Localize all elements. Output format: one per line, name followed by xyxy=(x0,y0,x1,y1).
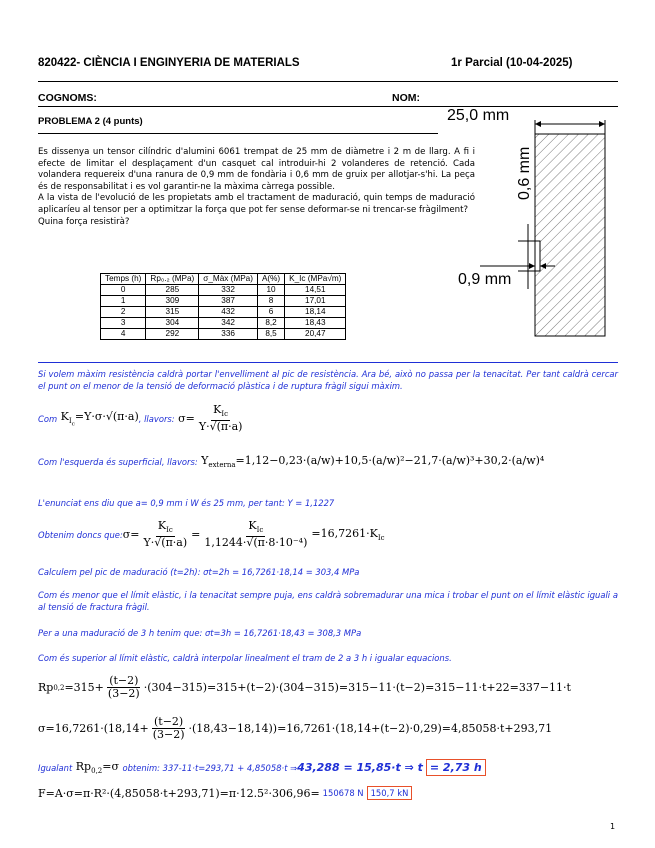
eq-y: Com l'esquerda és superficial, llavors: $Y_{externa}=1,12-0,23\cdot(a/w)+10,5\cdot(a/w)^2-21,7\cdot(a/w)^3+30,2\cdot(a/w)^4$ xyxy=(38,454,545,470)
solution-overage: Com és menor que el límit elàstic, i la tenacitat sempre puja, ens caldrà sobremadurar una mica i trobar el punt on el límit elàstic iguali a al tensió de fractura fràgil. xyxy=(38,590,618,612)
frac-den: (3−2) xyxy=(152,728,185,741)
table-header-row xyxy=(101,274,346,285)
cell: 18,43 xyxy=(285,318,346,329)
cell: 336 xyxy=(199,329,258,340)
eq-label: , llavors: xyxy=(138,413,175,424)
cell: 8 xyxy=(257,296,284,307)
solution-y-value: L'enunciat ens diu que a= 0,9 mm i W és 25 mm, per tant: Y = 1,1227 xyxy=(38,498,335,508)
course-title: 820422- CIÈNCIA I ENGINYERIA DE MATERIALS xyxy=(38,57,300,69)
eq-rp: Rp 0,2 =315+ $\frac{(t-2)}{(3-2)}$ ·(304−315)=315+(t−2)·(304−315)=315−11·(t−2)=315−11·t+22=337−11·t xyxy=(38,674,571,700)
cell: 8,5 xyxy=(257,329,284,340)
table-row xyxy=(101,296,346,307)
col-header: σ_Màx (MPa) xyxy=(199,274,258,285)
arrow-icon xyxy=(535,121,541,127)
cell: 285 xyxy=(146,285,199,296)
eq-label: Com l'esquerda és superficial, llavors: xyxy=(38,456,198,467)
eq-equate: Igualant $Rp_{0,2}=\sigma$ obtenim: 337-11·t=293,71 + 4,85058·t ⇒ 43,288 = 15,85·t ⇒ t = 2,73 h xyxy=(38,759,486,776)
force-newtons: 150678 N xyxy=(322,788,364,798)
eq-kic: Com $K_{I_c}=Y\cdot\sigma\cdot√(\pi\cdot a)$ , llavors: σ= $\frac{K_{Ic}}{Y\cdot√(\pi\cdot a)}$ xyxy=(38,403,243,434)
cell: 6 xyxy=(257,307,284,318)
arrow-icon xyxy=(599,121,605,127)
diameter-label: 25,0 mm xyxy=(447,107,510,124)
cell: 304 xyxy=(146,318,199,329)
frac-num: (t−2) xyxy=(109,674,139,687)
statement-p1: Es dissenya un tensor cilíndric d'alumini 6061 trempat de 25 mm de diàmetre i 2 m de llarg. A fi i efecte de limitar el desplaçament d'un casquet cal introduir-hi 2 volanderes de retenció. Cada volandera requereix d'una ranura de 0,9 mm de fondària i 0,6 mm de gruix per allotjar-s'hi. La peça és de responsabilitat i es vol garantir-ne la màxima càrrega possible. xyxy=(38,147,475,192)
groove-slot xyxy=(535,241,540,271)
cell: 315 xyxy=(146,307,199,318)
col-header: K_Ic (MPa√m) xyxy=(285,274,346,285)
cell: 2 xyxy=(101,307,146,318)
cell: 432 xyxy=(199,307,258,318)
eq-text: σ=16,7261·(18,14+ xyxy=(38,722,149,735)
eq-label: obtenim: 337-11·t=293,71 + 4,85058·t ⇒ xyxy=(122,762,298,773)
groove-diagram xyxy=(440,104,620,344)
frac-den: (3−2) xyxy=(107,687,140,700)
cell: 0 xyxy=(101,285,146,296)
col-header: Rp₀.₂ (MPa) xyxy=(146,274,199,285)
eq-text: ·(304−315)=315+(t−2)·(304−315)=315−11·(t−2)=315−11·t+22=337−11·t xyxy=(143,681,571,694)
table-row xyxy=(101,318,346,329)
eq-text: ·(18,43−18,14))=16,7261·(18,14+(t−2)·0,29)=4,85058·t+293,71 xyxy=(188,722,553,735)
cell: 20,47 xyxy=(285,329,346,340)
col-header: A(%) xyxy=(257,274,284,285)
eq-force xyxy=(38,786,412,800)
eq-text: Rp xyxy=(38,681,54,694)
exam-date: 1r Parcial (10-04-2025) xyxy=(451,57,573,69)
statement-p3: Quina força resistirà? xyxy=(38,216,130,227)
arrow-icon xyxy=(529,263,535,269)
cell: 342 xyxy=(199,318,258,329)
cell: 4 xyxy=(101,329,146,340)
table-row xyxy=(101,307,346,318)
thickness-label: 0,6 mm xyxy=(516,146,533,200)
force-result-box: 150,7 kN xyxy=(367,786,413,800)
eq-sigma-t xyxy=(38,716,552,741)
cell: 332 xyxy=(199,285,258,296)
eq-label: Igualant xyxy=(38,762,73,773)
eq-text: F=A·σ=π·R²·(4,85058·t+293,71)=π·12.5²·306,96= xyxy=(38,786,320,800)
eq-label: Com xyxy=(38,413,58,424)
table-row xyxy=(101,285,346,296)
header-divider xyxy=(38,81,618,82)
solution-intro: Si volem màxim resistència caldrà portar l'envelliment al pic de resistència. Ara bé, això no passa per la tenacitat. Per tant caldrà cercar el punt on el menor de la tensió de deformació plàstica i de ruptura fràgil sigui màxim. xyxy=(38,369,618,391)
cell: 17,01 xyxy=(285,296,346,307)
tensor-section xyxy=(535,134,605,336)
problem-statement xyxy=(38,147,475,228)
col-header: Temps (h) xyxy=(101,274,146,285)
aging-properties-table xyxy=(100,273,346,340)
frac-num: (t−2) xyxy=(154,715,184,728)
solution-3h: Per a una maduració de 3 h tenim que: σt=3h = 16,7261·18,43 = 308,3 MPa xyxy=(38,628,362,638)
eq-text: =315+ xyxy=(64,681,104,694)
eq-label: 43,288 = 15,85·t ⇒ t xyxy=(297,761,423,774)
statement-p2: A la vista de l'evolució de les propietats amb el tractament de maduració, quin temps de maduració aplicaríeu al tensor per a optimitzar la força que pot fer sense deformar-se ni trencar-se fràgilment? xyxy=(38,193,475,215)
cell: 292 xyxy=(146,329,199,340)
name-label: NOM: xyxy=(392,92,420,104)
solution-interpolate: Com és superior al límit elàstic, caldrà interpolar linealment el tram de 2 a 3 h i igualar equacions. xyxy=(38,653,452,663)
solution-divider xyxy=(38,362,618,363)
table-row xyxy=(101,329,346,340)
cell: 387 xyxy=(199,296,258,307)
cell: 8,2 xyxy=(257,318,284,329)
problem-title: PROBLEMA 2 (4 punts) xyxy=(38,116,143,127)
cell: 309 xyxy=(146,296,199,307)
problem-divider xyxy=(38,133,438,134)
cell: 18,14 xyxy=(285,307,346,318)
time-result-box: = 2,73 h xyxy=(426,759,486,776)
cell: 1 xyxy=(101,296,146,307)
eq-sigma: Obtenim doncs que: σ= $\frac{K_{Ic}}{Y\cdot√(\pi\cdot a)}$ = $\frac{K_{Ic}}{\text{1,1244·√(π·8·10⁻⁴)}}$ $=16,7261\cdot K_{Ic}$ xyxy=(38,519,385,550)
cell: 3 xyxy=(101,318,146,329)
page-number: 1 xyxy=(610,822,616,831)
eq-label: Obtenim doncs que: xyxy=(38,529,123,540)
solution-peak: Calculem pel pic de maduració (t=2h): σt=2h = 16,7261·18,14 = 303,4 MPa xyxy=(38,567,360,577)
depth-label: 0,9 mm xyxy=(458,271,512,288)
cell: 10 xyxy=(257,285,284,296)
cell: 14,51 xyxy=(285,285,346,296)
surnames-label: COGNOMS: xyxy=(38,92,97,104)
